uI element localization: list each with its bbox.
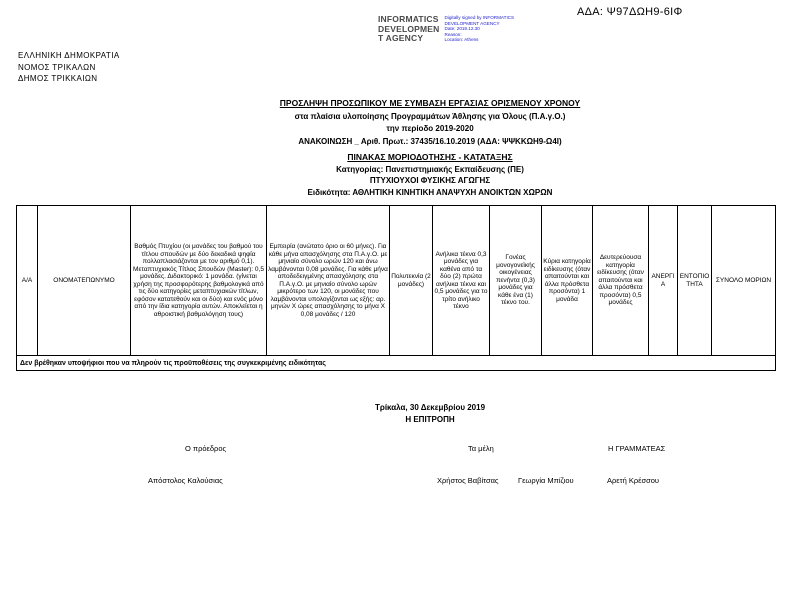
announcement-title: ΠΡΟΣΛΗΨΗ ΠΡΟΣΩΠΙΚΟΥ ΜΕ ΣΥΜΒΑΣΗ ΕΡΓΑΣΙΑΣ ΟΡΙΣΜΕΝΟΥ ΧΡΟΝΟΥ — [279, 98, 581, 108]
col-header-single-parent: Γονέας μονογονεϊκής οικογένειας πενήντα (0,3) μονάδες για κάθε ένα (1) τέκνο του. — [490, 206, 542, 356]
scoring-ranking-table — [16, 205, 776, 371]
signatory-president-name: Απόστολος Καλούσιας — [148, 476, 223, 485]
announcement-period: την περίοδο 2019-2020 — [386, 124, 474, 133]
col-header-unemployment: ΑΝΕΡΓΙΑ — [649, 206, 678, 356]
role-secretary: Η ΓΡΑΜΜΑΤΕΑΣ — [608, 444, 666, 453]
role-members: Τα μέλη — [468, 444, 494, 453]
place-and-date: Τρίκαλα, 30 Δεκεμβρίου 2019 — [374, 403, 486, 412]
col-header-secondary-specialty: Δευτερεύουσα κατηγορία ειδίκευσης (όταν απαιτούνται και άλλα πρόσθετα προσόντα) 0,5 μονάδες — [593, 206, 649, 356]
digital-signature-stamp — [378, 15, 527, 44]
col-header-experience: Εμπειρία (ανώτατο όριο οι 60 μήνες). Για κάθε μήνα απασχόλησης στα Π.Α.γ.Ο. με μηνιαίο σύνολο ωρών 120 και άνω λαμβάνονται 0,08 μονάδες. Για κάθε μήνα αποδεδειγμένης απασχόλησης στα Π.Α.γ.Ο. με μηνιαίο σύνολο ωρών μικρότερο των 120, οι μονάδες που λαμβάνονται υπολογίζονται ως εξής: αρ. μηνών Χ ώρες απασχόλησης το μήνα Χ 0,08 μονάδες / 120 — [267, 206, 390, 356]
signatory-member1-name: Χρήστος Βαβίτσας — [437, 476, 499, 485]
ranking-degree: ΠΤΥΧΙΟΥΧΟΙ ΦΥΣΙΚΗΣ ΑΓΩΓΗΣ — [369, 176, 491, 185]
letterhead — [18, 50, 120, 85]
signature-detail-line: Location: Athens — [444, 37, 479, 43]
col-header-full-name: ΟΝΟΜΑΤΕΠΩΝΥΜΟ — [38, 206, 131, 356]
col-header-degree-grade: Βαθμός Πτυχίου (οι μονάδες του βαθμού του τίτλου σπουδών με δύο δεκαδικά ψηφία πολλαπλασιάζονται με τον αριθμό 0,1). Μεταπτυχιακός Τίτλος Σπουδών (Master): 0,5 μονάδες. Διδακτορικό: 1 μονάδα. (γίνεται χρήση της προσφορότερης βαθμολογικά από τις δύο κατηγορίες μεταπτυχιακών τίτλων, εφόσον κατατεθούν και οι δύο) και ενός μόνο από την ίδια κατηγορία αυτών. Αποκλείεται η αθροιστική βαθμολόγηση τους) — [131, 206, 267, 356]
signatory-secretary-name: Αρετή Κρέσσου — [607, 476, 659, 485]
agency-line: INFORMATICS — [378, 14, 439, 24]
ranking-table-title: ΠΙΝΑΚΑΣ ΜΟΡΙΟΔΟΤΗΣΗΣ - ΚΑΤΑΤΑΞΗΣ — [347, 152, 513, 162]
col-header-locality: ΕΝΤΟΠΙΟΤΗΤΑ — [678, 206, 712, 356]
col-header-large-family: Πολυτεκνία (2 μονάδες) — [390, 206, 433, 356]
col-header-main-specialty: Κύρια κατηγορία ειδίκευσης (όταν απαιτούνται και άλλα πρόσθετα προσόντα) 1 μονάδα — [542, 206, 593, 356]
agency-line: T AGENCY — [378, 33, 424, 43]
announcement-subtitle: στα πλαίσια υλοποίησης Προγραμμάτων Άθλησης για Όλους (Π.Α.γ.Ο.) — [294, 111, 566, 121]
announcement-title-block — [70, 98, 790, 149]
signature-detail-line: Digitally signed by INFORMATICS DEVELOPMENT AGENCY — [444, 15, 515, 26]
col-header-minor-children: Ανήλικα τέκνα 0,3 μονάδες για καθένα από τα δύο (2) πρώτα ανήλικα τέκνα και 0,5 μονάδες για το τρίτο ανήλικο τέκνο — [433, 206, 490, 356]
col-header-serial: Α/Α — [17, 206, 38, 356]
signature-agency-name — [378, 15, 440, 44]
ranking-category: Κατηγορίας: Πανεπιστημιακής Εκπαίδευσης (ΠΕ) — [336, 164, 524, 174]
letterhead-prefecture: ΝΟΜΟΣ ΤΡΙΚΑΛΩΝ — [18, 62, 96, 72]
ada-code: ΑΔΑ: Ψ97ΔΩΗ9-6ΙΦ — [577, 6, 683, 18]
table-empty-result-row — [17, 356, 776, 371]
ranking-specialty: Ειδικότητα: ΑΘΛΗΤΙΚΗ ΚΙΝΗΤΙΚΗ ΑΝΑΨΥΧΗ ΑΝΟΙΚΤΩΝ ΧΩΡΩΝ — [307, 187, 553, 197]
col-header-total-points: ΣΥΝΟΛΟ ΜΟΡΙΩΝ — [712, 206, 776, 356]
signature-detail-line: Date: 2019.12.30 — [444, 26, 480, 32]
no-candidates-message: Δεν βρέθηκαν υποψήφιοι που να πληρούν τις προϋποθέσεις της συγκεκριμένης ειδικότητας — [17, 356, 776, 371]
signature-detail-line: Reason: — [444, 31, 462, 37]
table-header-row — [17, 206, 776, 356]
footer-date-committee — [70, 402, 790, 426]
letterhead-republic: ΕΛΛΗΝΙΚΗ ΔΗΜΟΚΡΑΤΙΑ — [18, 51, 120, 60]
signatory-member2-name: Γεωργία Μπίζιου — [518, 476, 574, 485]
committee-label: Η ΕΠΙΤΡΟΠΗ — [405, 415, 455, 424]
agency-line: DEVELOPMEN — [378, 23, 440, 34]
announcement-protocol: ΑΝΑΚΟΙΝΩΣΗ _ Αριθ. Πρωτ.: 37435/16.10.2019 (ΑΔΑ: ΨΨΚΚΩΗ9-Ω4Ι) — [298, 136, 562, 146]
letterhead-municipality: ΔΗΜΟΣ ΤΡΙΚΚΑΙΩΝ — [18, 74, 98, 83]
signature-details — [445, 15, 527, 44]
ranking-table-header-block — [70, 152, 790, 199]
role-president: Ο πρόεδρος — [185, 444, 227, 453]
